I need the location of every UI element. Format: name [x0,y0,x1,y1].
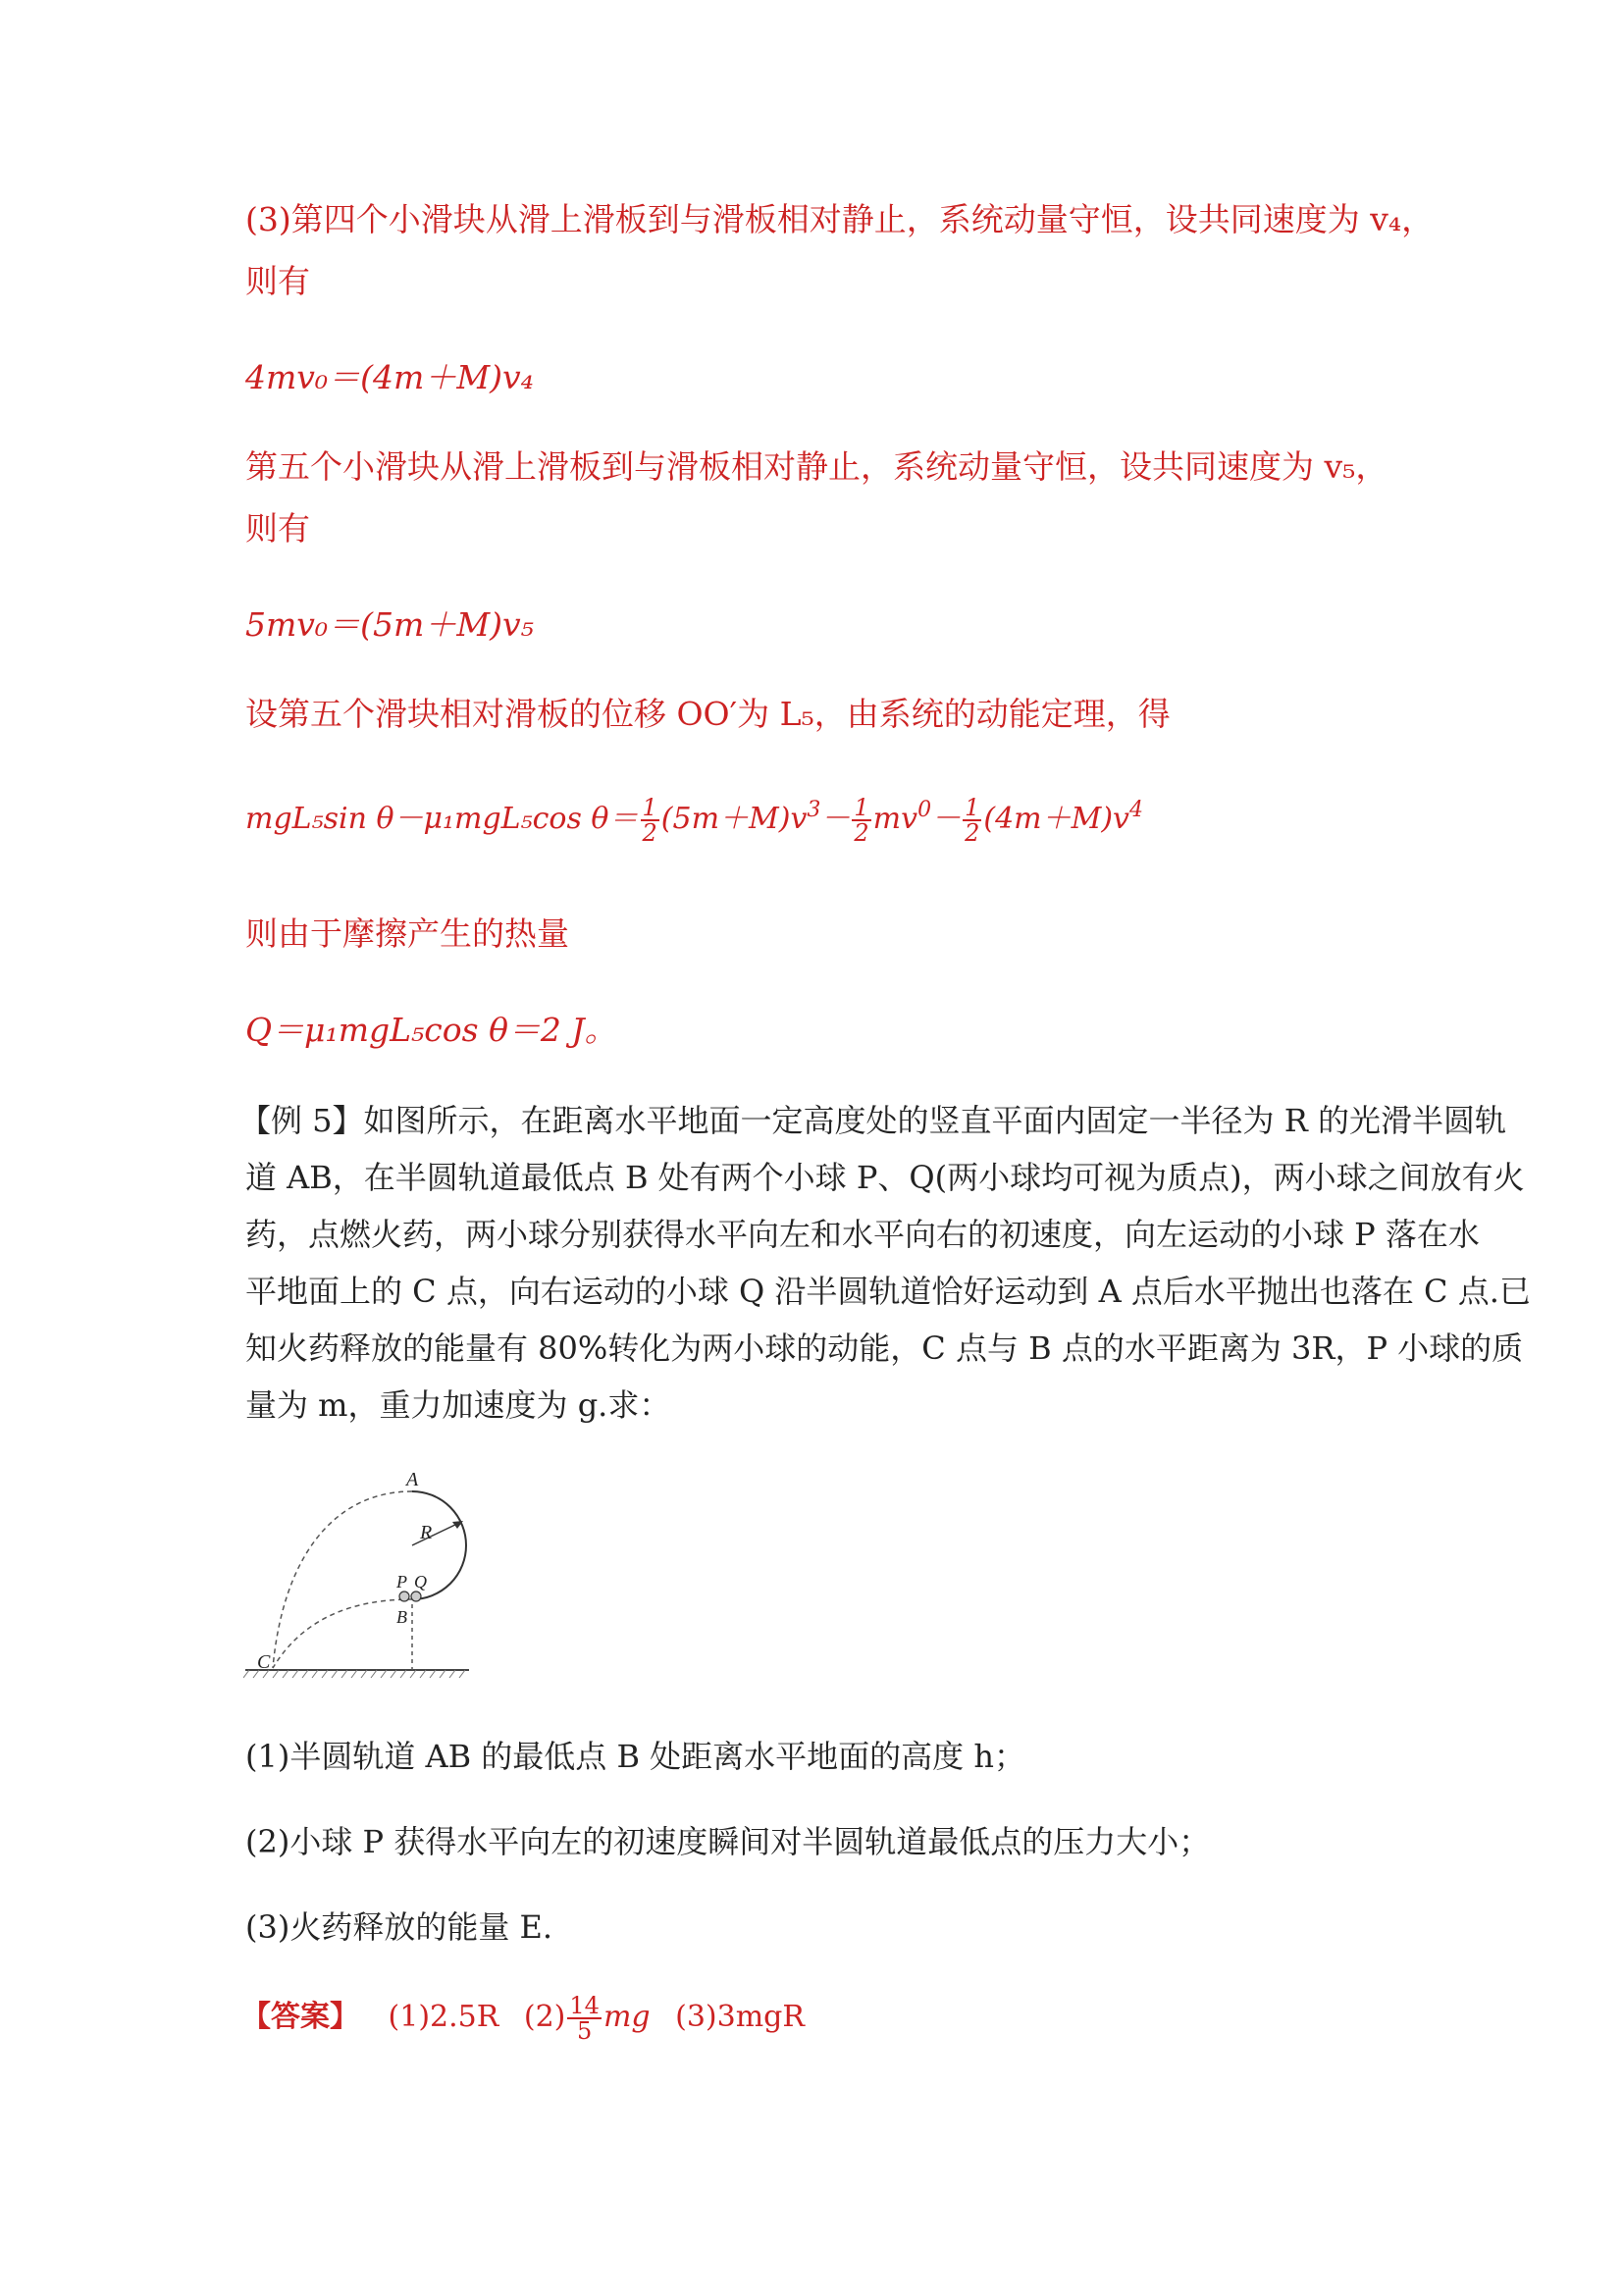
answer-2-suffix: mg [602,2000,651,2034]
example5-line5: 知火药释放的能量有 80%转化为两小球的动能，C 点与 B 点的水平距离为 3R，P 小球的质 [245,1330,1524,1367]
example5-line1: 【例 5】如图所示，在距离水平地面一定高度处的竖直平面内固定一半径为 R 的光滑半圆轨 [239,1102,1506,1139]
trajectory-a-to-c [273,1491,412,1668]
energy-eq-minus1: － [820,802,851,836]
label-q: Q [414,1572,427,1592]
label-b: B [396,1607,407,1627]
heat-equation: Q＝μ₁mgL₅cos θ＝2 J。 [245,1011,617,1049]
step3-intro-line2: 则有 [245,262,310,300]
answer-label: 【答案】 [241,2000,359,2034]
example5-line6: 量为 m，重力加速度为 g.求： [245,1386,671,1424]
fraction-half-3 [963,796,981,845]
frac-den: 2 [965,819,980,847]
example5-line3: 药，点燃火药，两小球分别获得水平向左和水平向右的初速度，向左运动的小球 P 落在水 [245,1216,1480,1253]
ground-hatching [243,1670,465,1678]
step3-intro-line1: (3)第四个小滑块从滑上滑板到与滑板相对静止，系统动量守恒，设共同速度为 v₄， [245,200,1435,238]
energy-eq-term3-exp: 4 [1128,798,1143,822]
answer-2-den: 5 [577,2017,593,2045]
energy-eq-term1-exp: 3 [807,798,821,822]
displacement-line: 设第五个滑块相对滑板的位移 OO′为 L₅，由系统的动能定理，得 [245,695,1171,733]
heat-line: 则由于摩擦产生的热量 [245,914,569,953]
answer-3: (3)3mgR [675,2000,805,2034]
energy-eq-term3: (4m＋M)v [983,802,1129,836]
answer-2-fraction [567,1994,602,2043]
fraction-half-1 [641,796,659,845]
answer-1: (1)2.5R [388,2000,499,2034]
energy-eq-left: mgL₅sin θ－μ₁mgL₅cos θ＝ [245,802,639,836]
label-p: P [396,1572,407,1592]
energy-eq-term2-exp: 0 [917,798,932,822]
label-a: A [406,1469,419,1490]
frac-num: 1 [642,794,657,821]
frac-num: 1 [854,794,869,821]
answer-2-num: 14 [569,1992,600,2019]
energy-eq-term1: (5m＋M)v [660,802,808,836]
frac-num: 1 [965,794,980,821]
step5-intro-line1: 第五个小滑块从滑上滑板到与滑板相对静止，系统动量守恒，设共同速度为 v₅， [245,447,1388,486]
energy-eq-term2: mv [872,802,918,836]
example5-line2: 道 AB，在半圆轨道最低点 B 处有两个小球 P、Q(两小球均可视为质点)，两小球之间放有火 [245,1159,1525,1196]
momentum-equation-2: 5mv₀＝(5m＋M)v₅ [245,605,534,644]
question-1: (1)半圆轨道 AB 的最低点 B 处距离水平地面的高度 h； [245,1738,1025,1775]
energy-theorem-equation [245,791,1143,845]
label-r: R [420,1522,433,1543]
answer-2-prefix: (2) [523,2000,566,2034]
momentum-equation-1: 4mv₀＝(4m＋M)v₄ [245,358,534,396]
semicircle-track-figure [243,1462,479,1688]
frac-den: 2 [854,819,869,847]
frac-den: 2 [642,819,657,847]
question-2: (2)小球 P 获得水平向左的初速度瞬间对半圆轨道最低点的压力大小； [245,1823,1211,1860]
ball-p [399,1592,409,1601]
answer-line [241,1994,805,2043]
question-3: (3)火药释放的能量 E. [245,1908,553,1946]
label-c: C [257,1651,271,1673]
energy-eq-minus2: － [931,802,962,836]
trajectory-b-to-c [273,1599,412,1668]
example5-line4: 平地面上的 C 点，向右运动的小球 Q 沿半圆轨道恰好运动到 A 点后水平抛出也落在 C 点.已 [245,1273,1531,1310]
ball-q [411,1592,421,1601]
fraction-half-2 [852,796,870,845]
step5-intro-line2: 则有 [245,509,310,548]
